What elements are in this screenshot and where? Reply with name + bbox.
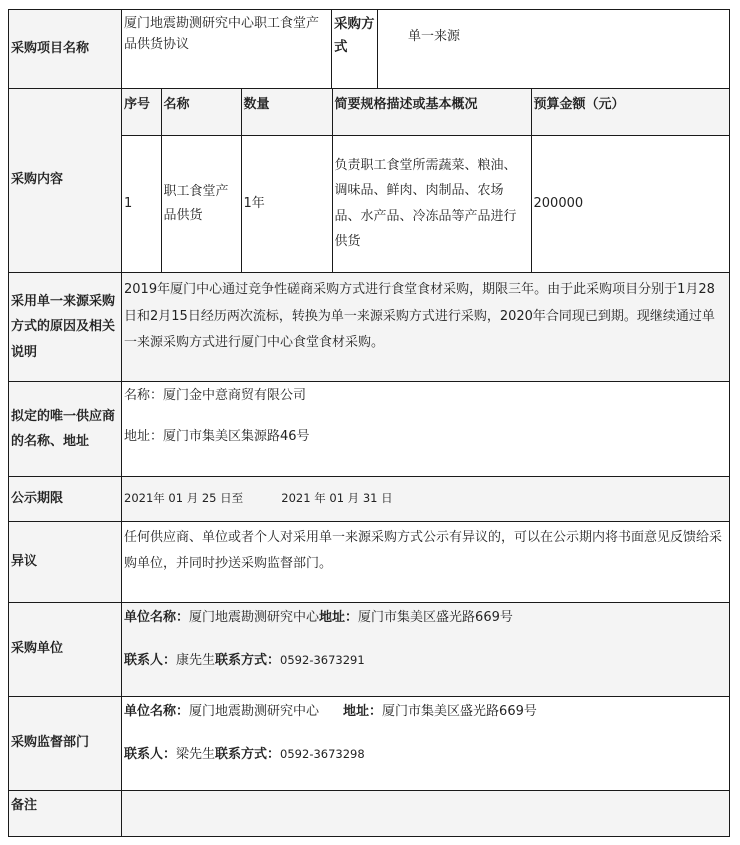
supplier-label: 拟定的唯一供应商的名称、地址 bbox=[9, 382, 122, 477]
buyer-phone-value: 0592-3673291 bbox=[280, 653, 365, 668]
project-name: 厦门地震勘测研究中心职工食堂产品供货协议 bbox=[122, 10, 332, 89]
buyer-unit-key: 单位名称： bbox=[124, 610, 190, 625]
supervisor-row bbox=[9, 697, 730, 791]
supervisor-cell bbox=[122, 697, 730, 791]
period-start: 2021年 01 月 25 日至 bbox=[124, 491, 244, 506]
method-label: 采购方式 bbox=[332, 10, 378, 89]
period-label: 公示期限 bbox=[9, 477, 122, 522]
buyer-contact-value: 康先生 bbox=[176, 653, 216, 669]
period-end: 2021 年 01 月 31 日 bbox=[281, 491, 393, 506]
supervisor-addr-value: 厦门市集美区盛光路669号 bbox=[382, 704, 537, 719]
item-no: 1 bbox=[122, 135, 161, 272]
buyer-contact-line bbox=[124, 650, 727, 671]
header-qty: 数量 bbox=[241, 89, 332, 135]
content-header-row bbox=[122, 89, 730, 135]
supplier-row bbox=[9, 382, 730, 477]
supervisor-unit-key: 单位名称： bbox=[124, 704, 190, 719]
period-cell bbox=[122, 477, 730, 522]
header-desc: 简要规格描述或基本概况 bbox=[332, 89, 531, 135]
supervisor-contact-key: 联系人： bbox=[124, 747, 177, 763]
objection-label: 异议 bbox=[9, 522, 122, 603]
objection-text: 任何供应商、单位或者个人对采用单一来源采购方式公示有异议的，可以在公示期内将书面意见反馈给采购单位，并同时抄送采购监督部门。 bbox=[122, 522, 730, 603]
buyer-cell bbox=[122, 603, 730, 697]
buyer-label: 采购单位 bbox=[9, 603, 122, 697]
buyer-unit-line bbox=[124, 607, 727, 628]
reason-label: 采用单一来源采购方式的原因及相关说明 bbox=[9, 273, 122, 382]
buyer-contact-key: 联系人： bbox=[124, 653, 177, 669]
supervisor-label: 采购监督部门 bbox=[9, 697, 122, 791]
remark-label: 备注 bbox=[9, 791, 122, 837]
item-qty: 1年 bbox=[241, 135, 332, 272]
buyer-phone-key: 联系方式： bbox=[215, 653, 281, 669]
buyer-unit-value: 厦门地震勘测研究中心 bbox=[189, 610, 320, 625]
buyer-row bbox=[9, 603, 730, 697]
procurement-notice-table bbox=[8, 9, 730, 837]
supervisor-phone-value: 0592-3673298 bbox=[280, 747, 365, 762]
item-name: 职工食堂产品供货 bbox=[161, 135, 241, 272]
content-items-table bbox=[122, 89, 730, 272]
remark-value bbox=[122, 791, 730, 837]
header-name: 名称 bbox=[161, 89, 241, 135]
reason-row bbox=[9, 273, 730, 382]
table-row bbox=[122, 135, 730, 272]
item-budget: 200000 bbox=[531, 135, 730, 272]
buyer-addr-value: 厦门市集美区盛光路669号 bbox=[358, 610, 513, 625]
supervisor-addr-key: 地址： bbox=[343, 704, 383, 719]
project-row bbox=[9, 10, 730, 89]
item-desc: 负责职工食堂所需蔬菜、粮油、调味品、鲜肉、肉制品、农场品、水产品、冷冻品等产品进行供货 bbox=[332, 135, 531, 272]
buyer-addr-key: 地址： bbox=[319, 610, 359, 625]
method-value: 单一来源 bbox=[378, 10, 730, 89]
content-cell bbox=[122, 89, 730, 273]
content-label: 采购内容 bbox=[9, 89, 122, 273]
supervisor-contact-value: 梁先生 bbox=[176, 747, 216, 763]
project-label: 采购项目名称 bbox=[9, 10, 122, 89]
period-row bbox=[9, 477, 730, 522]
content-row bbox=[9, 89, 730, 273]
supplier-name: 名称：厦门金中意商贸有限公司 bbox=[124, 388, 307, 403]
supervisor-contact-line bbox=[124, 744, 727, 765]
header-budget: 预算金额（元） bbox=[531, 89, 730, 135]
supervisor-unit-value: 厦门地震勘测研究中心 bbox=[189, 704, 320, 719]
supplier-address: 地址：厦门市集美区集源路46号 bbox=[124, 429, 310, 445]
supervisor-unit-line bbox=[124, 701, 727, 722]
header-no: 序号 bbox=[122, 89, 161, 135]
supplier-cell bbox=[122, 382, 730, 477]
supervisor-phone-key: 联系方式： bbox=[215, 747, 281, 763]
reason-text: 2019年厦门中心通过竞争性磋商采购方式进行食堂食材采购，期限三年。由于此采购项目分别于1月28日和2月15日经历两次流标，转换为单一来源采购方式进行采购，2020年合同现已到期。现继续通过单一来源采购方式进行厦门中心食堂食材采购。 bbox=[122, 273, 730, 382]
remark-row bbox=[9, 791, 730, 837]
objection-row bbox=[9, 522, 730, 603]
